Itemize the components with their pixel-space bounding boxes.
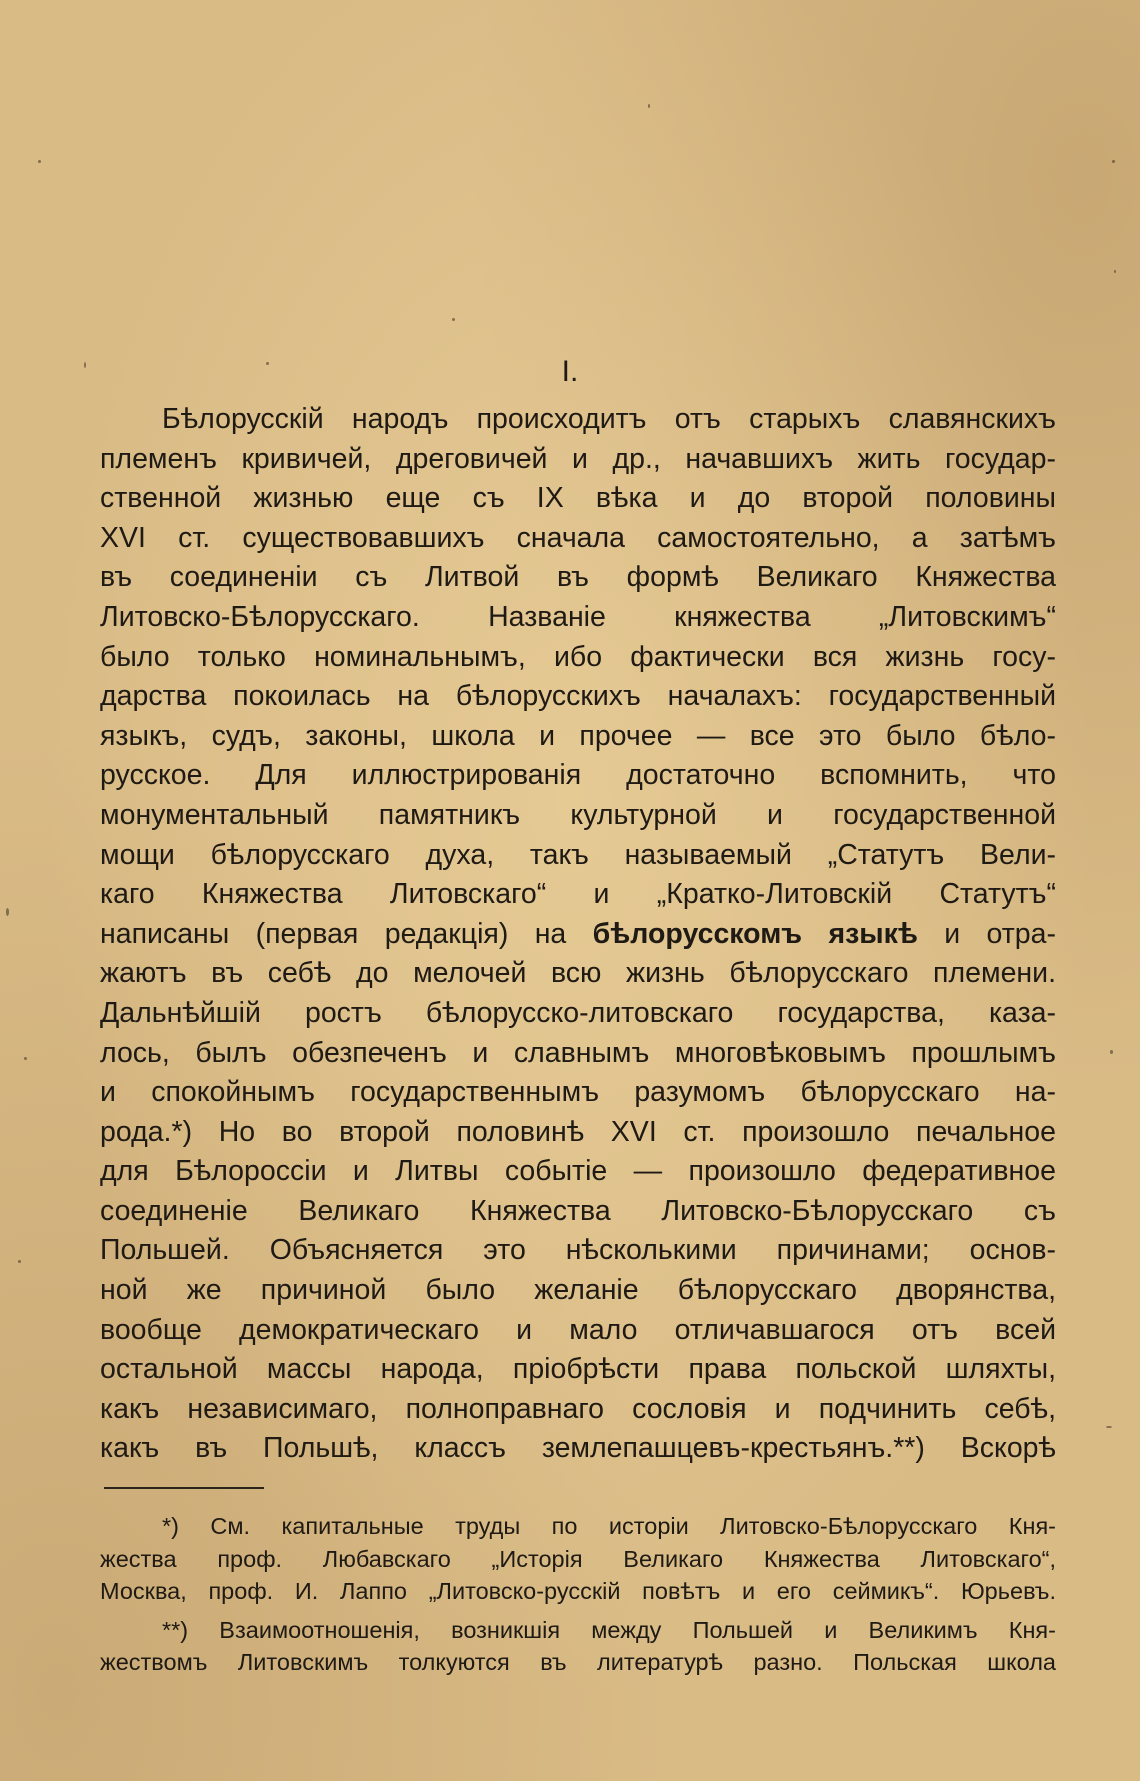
paper-speck bbox=[18, 1260, 21, 1263]
text-line-with-emphasis bbox=[100, 915, 1056, 955]
paper-speck bbox=[452, 318, 455, 321]
text-line: Бѣлорусскій народъ происходитъ отъ старыхъ славянскихъ bbox=[162, 403, 1056, 435]
text-line: какъ въ Польшѣ, классъ землепашцевъ-крестьянъ.**) Вскорѣ bbox=[100, 1432, 1056, 1465]
paper-speck bbox=[24, 1057, 27, 1060]
paper-speck bbox=[1110, 1050, 1113, 1054]
footnote-line: жества проф. Любавскаго „Исторія Великаго Княжества Литовскаго“, bbox=[100, 1545, 1056, 1572]
footnote-line: *) См. капитальные труды по исторіи Литовско-Бѣлорусскаго Кня- bbox=[162, 1513, 1056, 1539]
text-line: русское. Для иллюстрированія достаточно вспомнить, что bbox=[100, 759, 1056, 792]
text-line: языкъ, судъ, законы, школа и прочее — все это было бѣло- bbox=[100, 719, 1056, 752]
text-line: мощи бѣлорусскаго духа, такъ называемый „Статутъ Вели- bbox=[100, 838, 1056, 871]
text-line: было только номинальнымъ, ибо фактически вся жизнь госу- bbox=[100, 640, 1056, 673]
text-line: Дальнѣйшій ростъ бѣлорусско-литовскаго государства, каза- bbox=[100, 996, 1056, 1029]
paper-speck bbox=[1112, 160, 1115, 163]
text-segment: написаны (первая редакція) на bbox=[100, 917, 567, 950]
text-line: остальной массы народа, пріобрѣсти права польской шляхты, bbox=[100, 1353, 1056, 1386]
footnote-line: жествомъ Литовскимъ толкуются въ литературѣ разно. Польская школа bbox=[100, 1649, 1056, 1675]
footnote-line: Москва, проф. И. Лаппо „Литовско-русскій повѣтъ и его сеймикъ“. Юрьевъ. bbox=[100, 1578, 1056, 1604]
footnote-divider bbox=[104, 1487, 264, 1489]
paper-speck bbox=[84, 362, 86, 368]
text-line: какъ независимаго, полноправнаго сословія и подчинить себѣ, bbox=[100, 1392, 1056, 1425]
text-line: соединеніе Великаго Княжества Литовско-Бѣлорусскаго съ bbox=[100, 1194, 1056, 1227]
text-line: вообще демократическаго и мало отличавшагося отъ всей bbox=[100, 1313, 1056, 1346]
text-line: лось, былъ обезпеченъ и славнымъ многовѣковымъ прошлымъ bbox=[100, 1036, 1056, 1069]
text-line: въ соединеніи съ Литвой въ формѣ Великаго Княжества bbox=[100, 561, 1056, 594]
paper-speck bbox=[1106, 1426, 1112, 1428]
text-line: XVI ст. существовавшихъ сначала самостоятельно, а затѣмъ bbox=[100, 521, 1056, 554]
section-heading: I. bbox=[561, 355, 579, 388]
text-line: монументальный памятникъ культурной и государственной bbox=[100, 798, 1056, 831]
text-line: ной же причиной было желаніе бѣлорусскаго дворянства, bbox=[100, 1274, 1056, 1307]
paper-speck bbox=[648, 104, 650, 108]
text-line: рода.*) Но во второй половинѣ XVI ст. произошло печальное bbox=[100, 1115, 1056, 1148]
footnotes bbox=[100, 1510, 1056, 1679]
text-line: жаютъ въ себѣ до мелочей всю жизнь бѣлорусскаго племени. bbox=[100, 957, 1056, 990]
text-line: и спокойнымъ государственнымъ разумомъ бѣлорусскаго на- bbox=[100, 1076, 1056, 1109]
paper-speck bbox=[1114, 270, 1116, 273]
text-line: ственной жизнью еще съ IX вѣка и до второй половины bbox=[100, 482, 1056, 515]
text-line: каго Княжества Литовскаго“ и „Кратко-Литовскій Статутъ“ bbox=[100, 878, 1056, 911]
text-line: Польшей. Объясняется это нѣсколькими причинами; основ- bbox=[100, 1234, 1056, 1267]
paper-speck bbox=[266, 362, 269, 365]
main-text bbox=[100, 400, 1056, 1469]
text-line: для Бѣлороссіи и Литвы событіе — произошло федеративное bbox=[100, 1155, 1056, 1188]
text-line: племенъ кривичей, дреговичей и др., начавшихъ жить государ- bbox=[100, 442, 1056, 475]
paper-speck bbox=[38, 160, 41, 163]
text-line: Литовско-Бѣлорусскаго. Названіе княжества „Литовскимъ“ bbox=[100, 600, 1056, 633]
text-segment: и отра- bbox=[944, 917, 1057, 950]
paper-speck bbox=[6, 908, 9, 916]
emphasis-text: бѣлорусскомъ языкѣ bbox=[592, 917, 918, 950]
footnote-line: **) Взаимоотношенія, возникшія между Польшей и Великимъ Кня- bbox=[162, 1616, 1056, 1643]
text-line: дарства покоилась на бѣлорусскихъ началахъ: государственный bbox=[100, 680, 1056, 713]
